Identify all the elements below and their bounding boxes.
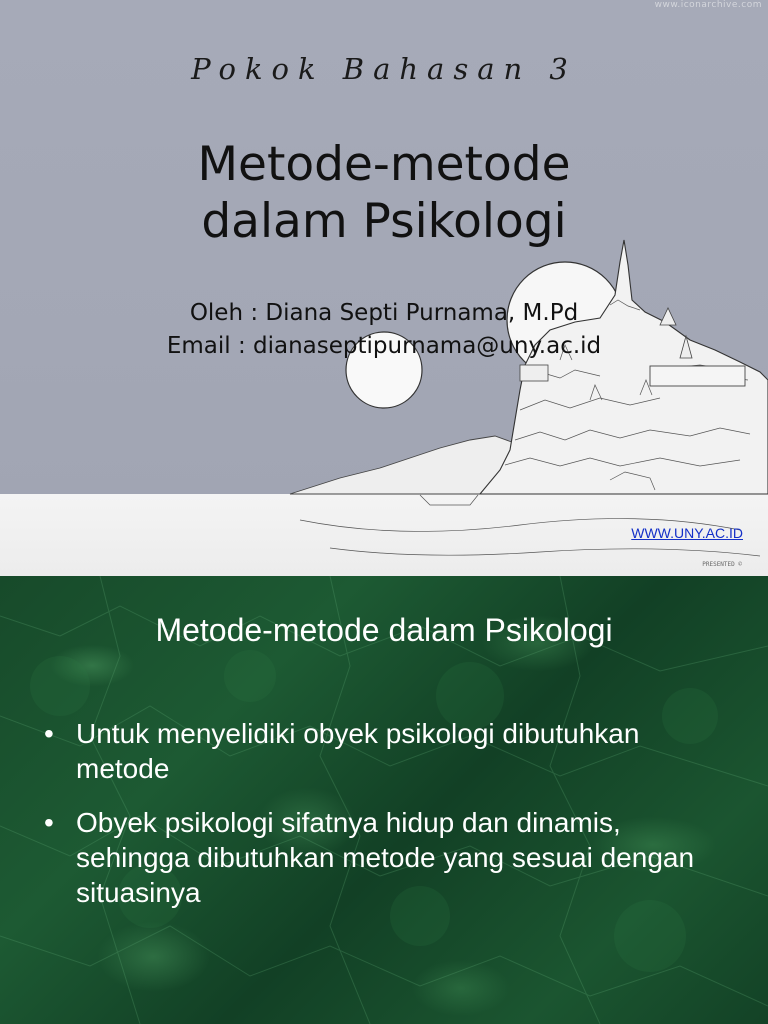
slide-2-title: Metode-metode dalam Psikologi [155,612,613,648]
bullet-item [44,805,734,910]
bullet-list [44,716,734,929]
corner-mark: PRESENTED © [702,561,742,568]
website-link[interactable]: WWW.UNY.AC.ID [631,525,743,541]
bullet-text: Obyek psikologi sifatnya hidup dan dinamis, sehingga dibutuhkan metode yang sesuai dengan situasinya [76,807,695,908]
bullet-icon: • [44,718,54,749]
watermark-text: www.iconarchive.com [654,0,762,10]
title-line-2: dalam Psikologi [201,194,567,249]
slide-2 [0,576,768,1024]
slide-title [0,136,768,250]
bullet-icon: • [44,807,54,838]
email-line: Email : dianaseptipurnama@uny.ac.id [166,333,602,359]
bullet-item [44,716,734,786]
title-line-1: Metode-metode [197,137,571,192]
author-line: Oleh : Diana Septi Purnama, M.Pd [189,300,579,326]
slide-subtitle: Pokok Bahasan 3 [191,52,577,86]
bullet-text: Untuk menyelidiki obyek psikologi dibutuhkan metode [76,718,640,784]
